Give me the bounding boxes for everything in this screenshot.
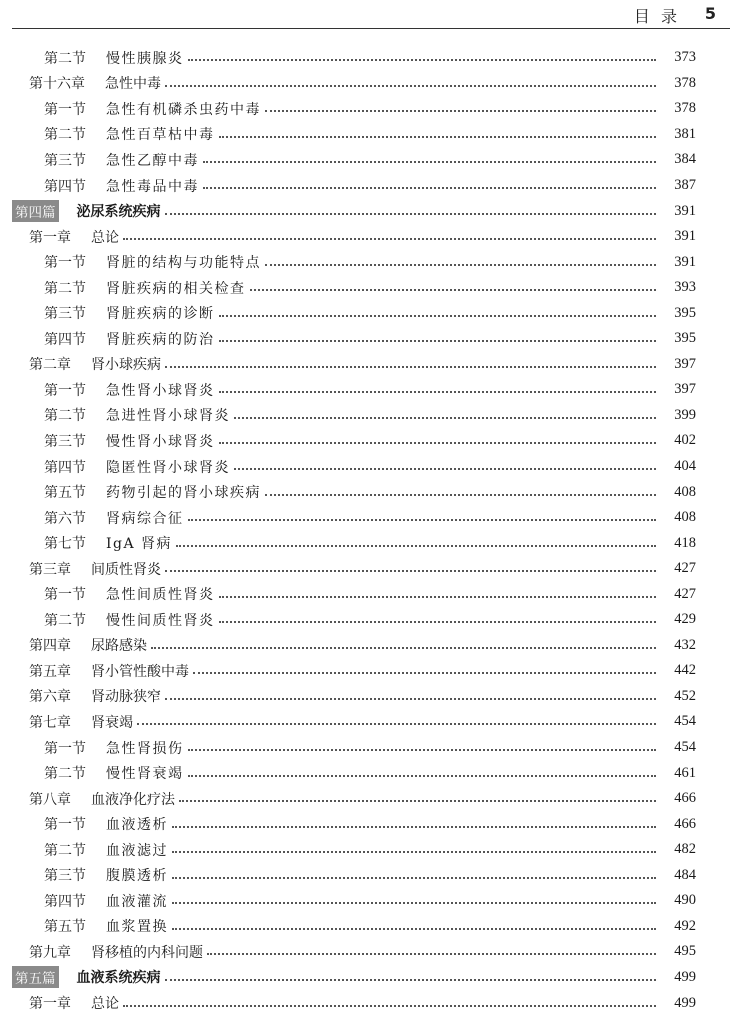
dot-leader: [265, 110, 656, 112]
toc-entry-section[interactable]: [0, 505, 730, 531]
dot-leader: [219, 621, 657, 623]
toc-entry-section[interactable]: [0, 96, 730, 122]
toc-entry-page: 495: [674, 943, 696, 960]
toc-entry-title: 肾脏的结构与功能特点: [106, 255, 261, 272]
toc-entry-section[interactable]: [0, 760, 730, 786]
toc-entry-section[interactable]: [0, 326, 730, 352]
toc-entry-label: 第一章: [29, 229, 71, 246]
toc-entry-page: 432: [674, 636, 696, 653]
toc-entry-page: 402: [674, 432, 696, 449]
toc-entry-page: 381: [674, 125, 696, 142]
toc-entry-title: 肾小管性酸中毒: [91, 663, 189, 680]
toc-entry-label: 第八章: [29, 791, 71, 808]
toc-entry-section[interactable]: [0, 811, 730, 837]
toc-entry-section[interactable]: [0, 837, 730, 863]
toc-entry-page: 482: [674, 841, 696, 858]
toc-entry-title: 急性肾损伤: [106, 740, 184, 757]
dot-leader: [165, 213, 657, 215]
toc-entry-label: 第七节: [44, 536, 86, 553]
dot-leader: [234, 468, 656, 470]
toc-entry-title: 慢性间质性肾炎: [106, 612, 215, 629]
toc-entry-chapter[interactable]: [0, 658, 730, 684]
header-title: 目 录: [633, 7, 680, 26]
dot-leader: [188, 775, 657, 777]
toc-entry-label: 第九章: [29, 944, 71, 961]
toc-entry-label: 第二节: [44, 766, 86, 783]
toc-entry-page: 466: [674, 815, 696, 832]
toc-entry-label: 第三章: [29, 561, 71, 578]
toc-entry-label: 第一节: [44, 382, 86, 399]
toc-entry-title: 急性中毒: [105, 76, 161, 93]
toc-entry-label: 第五章: [29, 663, 71, 680]
dot-leader: [172, 877, 656, 879]
toc-entry-page: 387: [674, 177, 696, 193]
toc-entry-part[interactable]: [0, 965, 730, 991]
toc-entry-section[interactable]: [0, 275, 730, 301]
toc-entry-title: 尿路感染: [91, 638, 147, 655]
toc-entry-page: 454: [674, 713, 696, 730]
dot-leader: [172, 826, 656, 828]
toc-entry-page: 427: [674, 585, 696, 602]
dot-leader: [165, 698, 656, 700]
toc-entry-label: 第一节: [44, 101, 86, 118]
toc-entry-title: 急性间质性肾炎: [106, 587, 215, 604]
toc-entry-part[interactable]: [0, 198, 730, 224]
toc-entry-label: 第四节: [44, 459, 86, 476]
toc-entry-title: 血液透析: [106, 817, 168, 834]
toc-entry-section[interactable]: [0, 479, 730, 505]
dot-leader: [172, 902, 656, 904]
toc-entry-page: 378: [674, 100, 696, 117]
toc-entry-page: 466: [674, 790, 696, 807]
toc-entry-section[interactable]: [0, 147, 730, 173]
toc-entry-title: 总论: [91, 996, 119, 1012]
toc-entry-page: 492: [674, 917, 696, 934]
dot-leader: [219, 340, 657, 342]
toc-entry-page: 490: [674, 892, 696, 909]
toc-entry-section[interactable]: [0, 914, 730, 940]
toc-entry-title: 慢性肾小球肾炎: [106, 433, 215, 450]
toc-entry-label: 第一节: [44, 817, 86, 834]
toc-entry-section[interactable]: [0, 607, 730, 633]
toc-entry-section[interactable]: [0, 403, 730, 429]
toc-entry-label: 第三节: [44, 433, 86, 450]
toc-entry-page: 484: [674, 866, 696, 883]
toc-entry-title: 肾动脉狭窄: [91, 689, 161, 706]
dot-leader: [250, 289, 657, 291]
dot-leader: [188, 749, 657, 751]
toc-entry-page: 452: [674, 687, 696, 704]
dot-leader: [123, 238, 656, 240]
toc-entry-chapter[interactable]: [0, 786, 730, 812]
toc-entry-title: 急性肾小球肾炎: [106, 382, 215, 399]
toc-entry-section[interactable]: [0, 249, 730, 275]
toc-entry-page: 499: [674, 968, 696, 985]
toc-entry-title: 血液净化疗法: [91, 791, 175, 808]
toc-entry-page: 395: [674, 330, 696, 347]
toc-entry-title: 肾脏疾病的防治: [106, 331, 215, 348]
toc-entry-chapter[interactable]: [0, 939, 730, 965]
toc-entry-title: 血液滤过: [106, 842, 168, 859]
toc-entry-title: 腹膜透析: [106, 868, 168, 885]
toc-entry-page: 461: [674, 764, 696, 781]
toc-entry-title: 急性百草枯中毒: [106, 127, 215, 144]
toc-entry-section[interactable]: [0, 863, 730, 889]
toc-entry-page: 391: [674, 253, 696, 270]
toc-entry-page: 395: [674, 304, 696, 321]
page-header: [0, 0, 730, 34]
toc-entry-chapter[interactable]: [0, 71, 730, 97]
toc-entry-title: 血液系统疾病: [76, 970, 161, 987]
toc-entry-label: 第四节: [44, 331, 86, 348]
toc-entry-page: 384: [674, 151, 696, 168]
toc-entry-title: 肾移植的内科问题: [91, 944, 203, 961]
toc-entry-chapter[interactable]: [0, 990, 730, 1016]
toc-entry-label: 第一章: [29, 996, 71, 1012]
toc-entry-label: 第四章: [29, 638, 71, 655]
toc-entry-page: 397: [674, 381, 696, 398]
toc-entry-label: 第四节: [44, 893, 86, 910]
dot-leader: [165, 85, 656, 87]
toc-entry-title: 肾脏疾病的诊断: [106, 306, 215, 323]
toc-entry-label: 第二节: [44, 127, 86, 144]
toc-entry-chapter[interactable]: [0, 709, 730, 735]
dot-leader: [179, 800, 656, 802]
toc-entry-title: 急进性肾小球肾炎: [106, 408, 230, 425]
toc-entry-label: 第六节: [44, 510, 86, 527]
toc-entry-title: 急性毒品中毒: [106, 178, 199, 195]
dot-leader: [165, 979, 657, 981]
toc-entry-title: 肾病综合征: [106, 510, 184, 527]
toc-entry-label: 第一节: [44, 740, 86, 757]
toc-entry-label: 第一节: [44, 587, 86, 604]
toc-entry-section[interactable]: [0, 300, 730, 326]
toc-entry-page: 378: [674, 74, 696, 91]
dot-leader: [123, 1005, 656, 1007]
toc-entry-section[interactable]: [0, 735, 730, 761]
toc-entry-title: 总论: [91, 229, 119, 246]
dot-leader: [219, 136, 657, 138]
toc-entry-label: 第二章: [29, 357, 71, 374]
toc-entry-label: 第六章: [29, 689, 71, 706]
toc-entry-title: 泌尿系统疾病: [76, 204, 161, 221]
toc-entry-title: 慢性胰腺炎: [106, 50, 184, 67]
toc-entry-page: 399: [674, 406, 696, 423]
dot-leader: [265, 494, 656, 496]
toc-entry-chapter[interactable]: [0, 352, 730, 378]
toc-entry-label: 第二节: [44, 842, 86, 859]
dot-leader: [219, 596, 657, 598]
toc-entry-title: 血浆置换: [106, 919, 168, 936]
toc-entry-page: 408: [674, 509, 696, 526]
toc-entry-label: 第二节: [44, 408, 86, 425]
toc-entry-title: 血液灌流: [106, 893, 168, 910]
toc-entry-chapter[interactable]: [0, 556, 730, 582]
toc-entry-label: 第二节: [44, 50, 86, 67]
toc-entry-title: 肾脏疾病的相关检查: [106, 280, 246, 297]
toc-entry-page: 397: [674, 355, 696, 372]
toc-entry-page: 373: [674, 49, 696, 66]
toc-entry-title: 间质性肾炎: [91, 561, 161, 578]
toc-entry-section[interactable]: [0, 45, 730, 71]
dot-leader: [219, 442, 657, 444]
dot-leader: [172, 851, 656, 853]
toc-entry-title: 肾小球疾病: [91, 357, 161, 374]
toc-entry-page: 391: [674, 202, 696, 219]
toc-entry-label: 第五节: [44, 485, 86, 502]
dot-leader: [172, 928, 656, 930]
toc-entry-page: 391: [674, 228, 696, 245]
toc-entry-label: 第二节: [44, 280, 86, 297]
toc-entry-label: 第二节: [44, 612, 86, 629]
toc-entry-label: 第一节: [44, 255, 86, 272]
dot-leader: [203, 161, 656, 163]
toc-entry-label: 第三节: [44, 152, 86, 169]
toc-entry-page: 442: [674, 662, 696, 679]
toc-entry-title: 药物引起的肾小球疾病: [106, 485, 261, 502]
toc-entry-title: 隐匿性肾小球肾炎: [106, 459, 230, 476]
toc-entry-chapter[interactable]: [0, 224, 730, 250]
toc-entry-page: 418: [674, 534, 696, 551]
toc-entry-title: 慢性肾衰竭: [106, 766, 184, 783]
dot-leader: [137, 723, 656, 725]
toc-entry-title: 肾衰竭: [91, 714, 133, 731]
toc-entry-title: 急性有机磷杀虫药中毒: [106, 101, 261, 118]
toc-entry-chapter[interactable]: [0, 684, 730, 710]
toc-entry-page: 454: [674, 739, 696, 756]
table-of-contents: [0, 45, 730, 1016]
header-rule: [12, 28, 730, 29]
toc-entry-section[interactable]: [0, 530, 730, 556]
dot-leader: [219, 391, 657, 393]
toc-entry-page: 427: [674, 560, 696, 577]
toc-entry-page: 404: [674, 458, 696, 475]
toc-entry-section[interactable]: [0, 888, 730, 914]
toc-entry-section[interactable]: [0, 122, 730, 148]
toc-entry-section[interactable]: [0, 377, 730, 403]
header-page-number: 5: [704, 4, 716, 23]
dot-leader: [176, 545, 656, 547]
toc-entry-label: 第七章: [29, 714, 71, 731]
toc-entry-label: 第十六章: [29, 76, 85, 93]
toc-entry-title: 急性乙醇中毒: [106, 152, 199, 169]
toc-entry-section[interactable]: [0, 428, 730, 454]
dot-leader: [265, 264, 656, 266]
toc-entry-section[interactable]: [0, 173, 730, 199]
toc-entry-section[interactable]: [0, 454, 730, 480]
toc-entry-section[interactable]: [0, 581, 730, 607]
dot-leader: [203, 187, 656, 189]
dot-leader: [165, 570, 656, 572]
toc-entry-label: 第四篇: [12, 200, 59, 222]
dot-leader: [151, 647, 656, 649]
toc-entry-page: 393: [674, 279, 696, 296]
toc-entry-label: 第三节: [44, 306, 86, 323]
toc-entry-chapter[interactable]: [0, 633, 730, 659]
toc-entry-title: IgA 肾病: [106, 536, 173, 553]
toc-entry-label: 第五节: [44, 919, 86, 936]
toc-entry-page: 499: [674, 994, 696, 1011]
dot-leader: [219, 315, 657, 317]
toc-entry-label: 第五篇: [12, 966, 59, 988]
toc-entry-page: 408: [674, 483, 696, 500]
dot-leader: [188, 59, 657, 61]
dot-leader: [188, 519, 657, 521]
dot-leader: [165, 366, 656, 368]
dot-leader: [193, 672, 656, 674]
toc-entry-label: 第三节: [44, 868, 86, 885]
toc-entry-page: 429: [674, 611, 696, 628]
dot-leader: [234, 417, 656, 419]
dot-leader: [207, 953, 656, 955]
toc-entry-label: 第四节: [44, 178, 86, 195]
